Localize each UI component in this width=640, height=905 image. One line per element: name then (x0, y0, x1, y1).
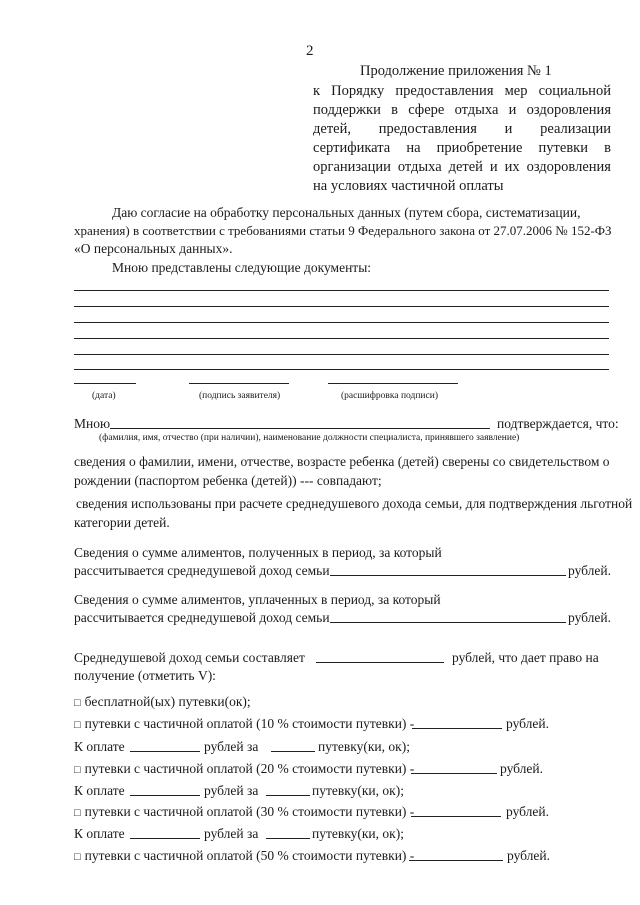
consent-line-2: хранения) в соответствии с требованиями статьи 9 Федерального закона от 27.07.2006 № 152-ФЗ (74, 223, 612, 238)
payment-30-voucher: путевку(ки, ок); (312, 826, 404, 841)
payment-10-count[interactable] (271, 751, 315, 752)
word: их (504, 159, 520, 175)
alimony-paid-line-1: Сведения о сумме алиментов, уплаченных в период, за который (74, 592, 441, 607)
option-30-label: путевки с частичной оплатой (30 % стоимости путевки) - (84, 804, 415, 819)
appendix-text (313, 82, 611, 196)
option-free[interactable] (74, 692, 251, 713)
option-20[interactable] (74, 759, 414, 780)
option-20-amount[interactable] (411, 773, 497, 774)
option-30[interactable] (74, 802, 414, 823)
income-suffix: рублей, что дает право на (452, 650, 599, 665)
word: на условиях частичной оплаты (313, 178, 504, 194)
option-10-label: путевки с частичной оплатой (10 % стоимости путевки) - (84, 716, 415, 731)
option-free-label: бесплатной(ых) путевки(ок); (84, 694, 251, 709)
option-10[interactable] (74, 714, 414, 735)
option-50-unit: рублей. (507, 848, 551, 863)
alimony-paid-unit: рублей. (568, 610, 612, 625)
option-10-amount[interactable] (412, 728, 502, 729)
word: оздоровления (526, 102, 611, 118)
verified-line-2: рождении (паспортом ребенка (детей)) --- совпадают; (74, 473, 382, 488)
verified-line-1: сведения о фамилии, имени, отчестве, возрасте ребенка (детей) сверены со свидетельством о (74, 454, 610, 469)
appendix-title: Продолжение приложения № 1 (360, 63, 552, 79)
signature-caption: (подпись заявителя) (199, 391, 281, 401)
word: оздоровления (526, 159, 611, 175)
confirm-prefix: Мною (74, 416, 111, 431)
option-20-unit: рублей. (500, 761, 544, 776)
consent-text-1: Даю согласие на обработку персональных данных (путем сбора, систематизации, (112, 205, 581, 220)
confirm-hint: (фамилия, имя, отчество (при наличии), наименование должности специалиста, принявшего заявление) (99, 433, 520, 443)
alimony-paid-amount[interactable] (330, 622, 566, 623)
payment-10-voucher: путевку(ки, ок); (318, 739, 410, 754)
word: и (504, 121, 513, 137)
word: социальной (538, 83, 611, 99)
word: приобретение (436, 140, 523, 156)
word: в (604, 140, 611, 156)
page-number: 2 (306, 43, 314, 59)
documents-line-6[interactable] (74, 369, 609, 370)
word: на (406, 140, 421, 156)
option-50-amount[interactable] (409, 860, 503, 861)
used-line-1: сведения использованы при расчете среднедушевого дохода семьи, для подтверждения льготной (76, 496, 633, 511)
payment-10-label: К оплате (74, 739, 125, 754)
documents-label: Мною представлены следующие документы: (112, 260, 372, 275)
documents-line-1[interactable] (74, 290, 609, 291)
appendix-line-2 (313, 101, 611, 120)
payment-10-rub-for: рублей за (204, 739, 259, 754)
word: отдыха (397, 159, 442, 175)
decoding-caption: (расшифровка подписи) (341, 391, 438, 401)
option-20-label: путевки с частичной оплатой (20 % стоимости путевки) - (84, 761, 415, 776)
option-30-amount[interactable] (411, 816, 501, 817)
word: и (489, 159, 498, 175)
income-prefix: Среднедушевой доход семьи составляет (74, 650, 305, 665)
word: реализации (540, 121, 611, 137)
alimony-received-unit: рублей. (568, 563, 612, 578)
confirm-suffix: подтверждается, что: (497, 416, 619, 431)
option-50-label: путевки с частичной оплатой (50 % стоимости путевки) - (84, 848, 415, 863)
income-line-2: получение (отметить V): (74, 668, 216, 683)
decoding-line[interactable] (328, 383, 458, 384)
payment-30-label: К оплате (74, 826, 125, 841)
checkbox-icon[interactable]: □ (74, 807, 81, 819)
appendix-line-5 (313, 158, 611, 177)
word: и (508, 102, 517, 118)
word: Порядку (331, 83, 385, 99)
word: предоставления (378, 121, 477, 137)
documents-line-2[interactable] (74, 306, 609, 307)
payment-20-amount[interactable] (130, 795, 200, 796)
alimony-paid-line-2: рассчитывается среднедушевой доход семьи (74, 610, 330, 625)
documents-line-4[interactable] (74, 338, 609, 339)
word: к (313, 83, 321, 99)
word: в (391, 102, 398, 118)
appendix-line-6 (313, 177, 611, 196)
checkbox-icon[interactable]: □ (74, 719, 81, 731)
word: сфере (408, 102, 445, 118)
used-line-2: категории детей. (74, 515, 170, 530)
appendix-line-3 (313, 120, 611, 139)
date-line[interactable] (74, 383, 136, 384)
word: отдыха (454, 102, 499, 118)
consent-line-3: «О персональных данных». (74, 241, 233, 256)
option-30-unit: рублей. (506, 804, 550, 819)
documents-line-5[interactable] (74, 354, 609, 355)
option-10-unit: рублей. (506, 716, 550, 731)
option-50[interactable] (74, 846, 414, 867)
word: предоставления (395, 83, 494, 99)
consent-line-1 (112, 203, 607, 222)
payment-30-count[interactable] (266, 838, 310, 839)
payment-20-count[interactable] (266, 795, 310, 796)
word: мер (504, 83, 528, 99)
alimony-received-amount[interactable] (330, 575, 566, 576)
word: детей (448, 159, 483, 175)
word: сертификата (313, 140, 391, 156)
specialist-line[interactable] (110, 428, 490, 429)
payment-20-voucher: путевку(ки, ок); (312, 783, 404, 798)
word: путевки (538, 140, 588, 156)
word: поддержки (313, 102, 381, 118)
payment-20-label: К оплате (74, 783, 125, 798)
payment-30-amount[interactable] (130, 838, 200, 839)
checkbox-icon[interactable]: □ (74, 764, 81, 776)
appendix-line-1 (313, 82, 611, 101)
checkbox-icon[interactable]: □ (74, 697, 81, 709)
checkbox-icon[interactable]: □ (74, 851, 81, 863)
alimony-received-line-2: рассчитывается среднедушевой доход семьи (74, 563, 330, 578)
payment-30-rub-for: рублей за (204, 826, 259, 841)
payment-20-rub-for: рублей за (204, 783, 259, 798)
documents-line-3[interactable] (74, 322, 609, 323)
payment-10-amount[interactable] (130, 751, 200, 752)
signature-line[interactable] (189, 383, 289, 384)
appendix-line-4 (313, 139, 611, 158)
alimony-received-line-1: Сведения о сумме алиментов, полученных в период, за который (74, 545, 442, 560)
word: организации (313, 159, 391, 175)
date-caption: (дата) (92, 391, 116, 401)
income-amount[interactable] (316, 662, 444, 663)
word: детей, (313, 121, 351, 137)
